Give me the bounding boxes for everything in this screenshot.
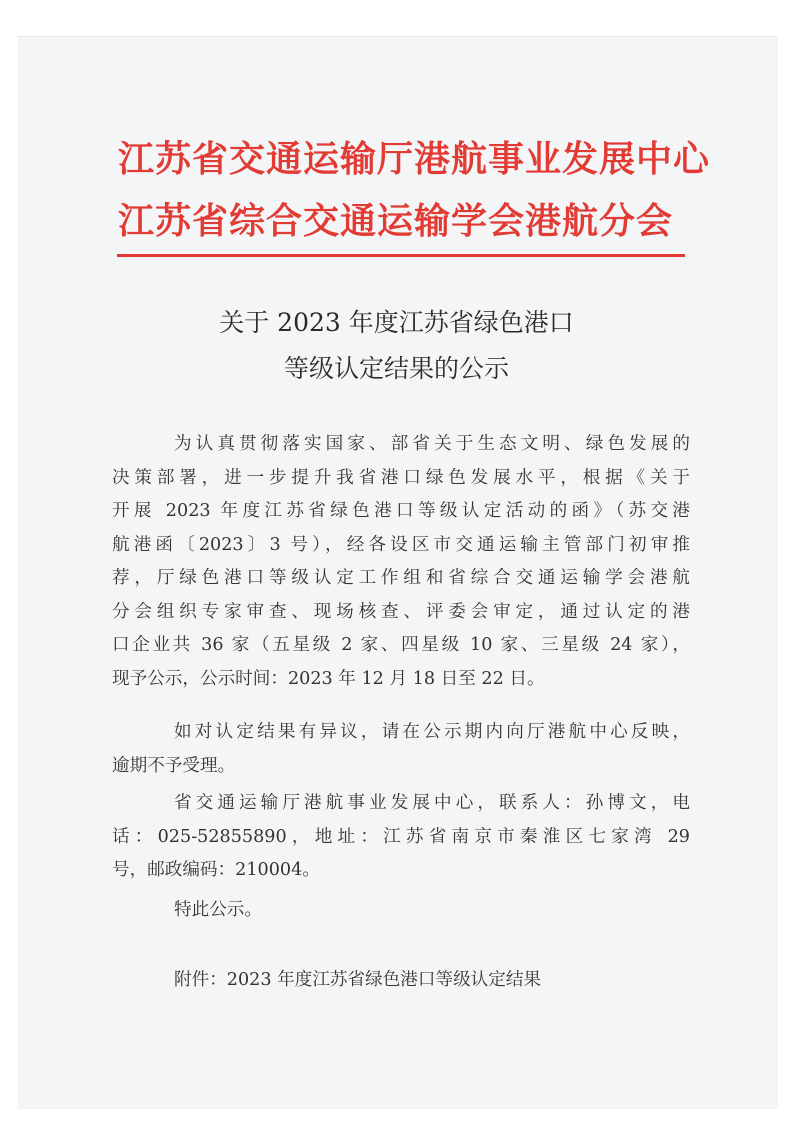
- paragraph-line: 如对认定结果有异议，请在公示期内向厅港航中心反映，: [174, 722, 690, 742]
- paragraph-2: [112, 716, 690, 783]
- paragraph-line: 开展 2023 年度江苏省绿色港口等级认定活动的函》（苏交港: [112, 501, 690, 521]
- notice-title-line-2: 等级认定结果的公示: [283, 354, 509, 383]
- paragraph-3: [112, 787, 690, 888]
- closing-line: 特此公示。: [174, 900, 262, 920]
- issuer-name-2: 江苏省综合交通运输学会港航分会: [118, 201, 674, 242]
- paragraph-line: 省交通运输厅港航事业发展中心，联系人：孙博文，电: [174, 793, 690, 813]
- paragraph-line: 分会组织专家审查、现场核查、评委会审定，通过认定的港: [112, 601, 690, 622]
- red-header-rule: [117, 254, 685, 257]
- paragraph-line: 航港函〔2023〕3 号），经各设区市交通运输主管部门初审推: [112, 534, 690, 555]
- paragraph-4: [112, 894, 690, 928]
- paragraph-line: 口企业共 36 家（五星级 2 家、四星级 10 家、三星级 24 家），: [112, 635, 690, 655]
- paragraph-line: 为认真贯彻落实国家、部省关于生态文明、绿色发展的: [174, 434, 690, 454]
- attachment-note: [112, 964, 690, 998]
- attachment-line: 附件：2023 年度江苏省绿色港口等级认定结果: [174, 970, 542, 990]
- paragraph-line: 荐，厅绿色港口等级认定工作组和省综合交通运输学会港航: [112, 568, 690, 588]
- paragraph-line: 决策部署，进一步提升我省港口绿色发展水平，根据《关于: [112, 467, 690, 488]
- issuer-name-1: 江苏省交通运输厅港航事业发展中心: [118, 139, 711, 180]
- paragraph-line: 话：025-52855890，地址：江苏省南京市秦淮区七家湾 29: [112, 826, 690, 847]
- paragraph-line: 现予公示，公示时间：2023 年 12 月 18 日至 22 日。: [112, 668, 545, 689]
- paragraph-line: 逾期不予受理。: [112, 755, 236, 776]
- paragraph-line: 号，邮政编码：210004。: [112, 860, 320, 880]
- paragraph-1: [112, 428, 690, 696]
- notice-title-line-1: 关于 2023 年度江苏省绿色港口: [219, 308, 574, 337]
